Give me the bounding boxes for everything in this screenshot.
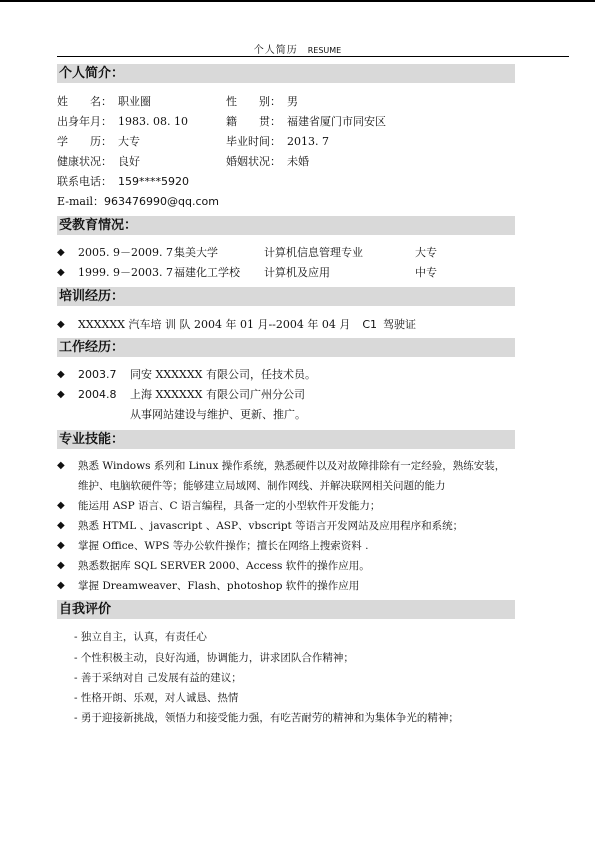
diamond-bullet-icon: ◆ [57, 540, 65, 551]
skill-item: 熟悉 Windows 系列和 Linux 操作系统，熟悉硬件以及对故障排除有一定经验，熟练安装， [78, 460, 506, 472]
gender-value: 男 [287, 95, 298, 108]
phone-label: 联系电话： [57, 175, 112, 188]
work-description-detail: 从事网站建设与维护、更新、推广。 [130, 408, 306, 421]
training-item [78, 318, 416, 332]
work-description: 上海 XXXXXX 有限公司广州分公司 [130, 388, 305, 401]
diamond-bullet-icon: ◆ [57, 560, 65, 571]
section-title-training: 培训经历： [57, 287, 515, 306]
skill-item: 能运用 ASP 语言、C 语言编程，具备一定的小型软件开发能力； [78, 500, 381, 512]
skill-item: 熟悉 HTML 、javascript 、ASP、vbscript 等语言开发网站及应用程序和系统； [78, 520, 464, 532]
education-level: 大专 [415, 246, 437, 259]
gender-label: 性 别： [226, 95, 281, 108]
education-period: 2005. 9－2009. 7 [78, 246, 173, 259]
graduation-label: 毕业时间： [226, 135, 281, 148]
name-label: 姓 名： [57, 95, 112, 108]
diamond-bullet-icon: ◆ [57, 267, 65, 278]
health-value: 良好 [118, 155, 140, 168]
name-value: 职业圈 [118, 95, 151, 108]
diamond-bullet-icon: ◆ [57, 500, 65, 511]
skill-item: 熟悉数据库 SQL SERVER 2000、Access 软件的操作应用。 [78, 560, 370, 572]
birth-label: 出身年月： [57, 115, 112, 128]
education-value: 大专 [118, 135, 140, 148]
diamond-bullet-icon: ◆ [57, 369, 65, 380]
education-school: 福建化工学校 [174, 266, 240, 279]
diamond-bullet-icon: ◆ [57, 460, 65, 471]
birth-value: 1983. 08. 10 [118, 115, 188, 128]
section-title-work: 工作经历： [57, 338, 515, 357]
diamond-bullet-icon: ◆ [57, 520, 65, 531]
education-major: 计算机信息管理专业 [264, 246, 363, 259]
header-underline [57, 56, 569, 57]
skill-item: 掌握 Office、WPS 等办公软件操作；擅长在网络上搜索资料 . [78, 540, 369, 552]
self-eval-item: - 勇于迎接新挑战，领悟力和接受能力强，有吃苦耐劳的精神和为集体争光的精神； [74, 712, 459, 724]
section-title-self-evaluation: 自我评价 [57, 600, 515, 619]
education-period: 1999. 9－2003. 7 [78, 266, 173, 279]
work-year: 2003.7 [78, 368, 117, 381]
self-eval-item: - 善于采纳对自 己发展有益的建议； [74, 672, 242, 684]
training-cert-suffix: 驾驶证 [383, 318, 417, 331]
skill-item: 掌握 Dreamweaver、Flash、photoshop 软件的操作应用 [78, 580, 360, 592]
section-title-skills: 专业技能： [57, 430, 515, 449]
diamond-bullet-icon: ◆ [57, 389, 65, 400]
education-school: 集美大学 [174, 246, 218, 259]
header-title: 个人简历 [253, 45, 298, 56]
page-header [0, 41, 595, 56]
graduation-value: 2013. 7 [287, 135, 329, 148]
education-major: 计算机及应用 [264, 266, 330, 279]
training-cert: C1 [362, 318, 378, 331]
self-eval-item: - 个性积极主动，良好沟通，协调能力，讲求团队合作精神； [74, 652, 354, 664]
email-label: E-mail： [57, 195, 104, 208]
diamond-bullet-icon: ◆ [57, 580, 65, 591]
section-title-intro: 个人简介： [57, 64, 515, 83]
work-description: 同安 XXXXXX 有限公司，任技术员。 [130, 368, 316, 381]
skill-item-continuation: 维护、电脑软硬件等；能够建立局域网、制作网线、并解决联网相关问题的能力 [78, 480, 446, 492]
education-level: 中专 [415, 266, 437, 279]
section-title-education: 受教育情况： [57, 216, 515, 235]
email-value: 963476990@qq.com [104, 195, 219, 208]
marital-label: 婚姻状况： [226, 155, 281, 168]
marital-value: 未婚 [287, 155, 309, 168]
header-subtitle: RESUME [307, 46, 342, 55]
self-eval-item: - 独立自主，认真，有责任心 [74, 631, 207, 643]
education-label: 学 历： [57, 135, 112, 148]
self-eval-item: - 性格开朗、乐观，对人诚恳、热情 [74, 692, 239, 704]
top-border-line [0, 0, 595, 2]
origin-value: 福建省厦门市同安区 [287, 115, 386, 128]
diamond-bullet-icon: ◆ [57, 319, 65, 330]
phone-value: 159****5920 [118, 175, 189, 188]
diamond-bullet-icon: ◆ [57, 247, 65, 258]
origin-label: 籍 贯： [226, 115, 281, 128]
training-text: XXXXXX 汽车培 训 队 2004 年 01 月--2004 年 04 月 [78, 318, 351, 331]
health-label: 健康状况： [57, 155, 112, 168]
work-year: 2004.8 [78, 388, 117, 401]
